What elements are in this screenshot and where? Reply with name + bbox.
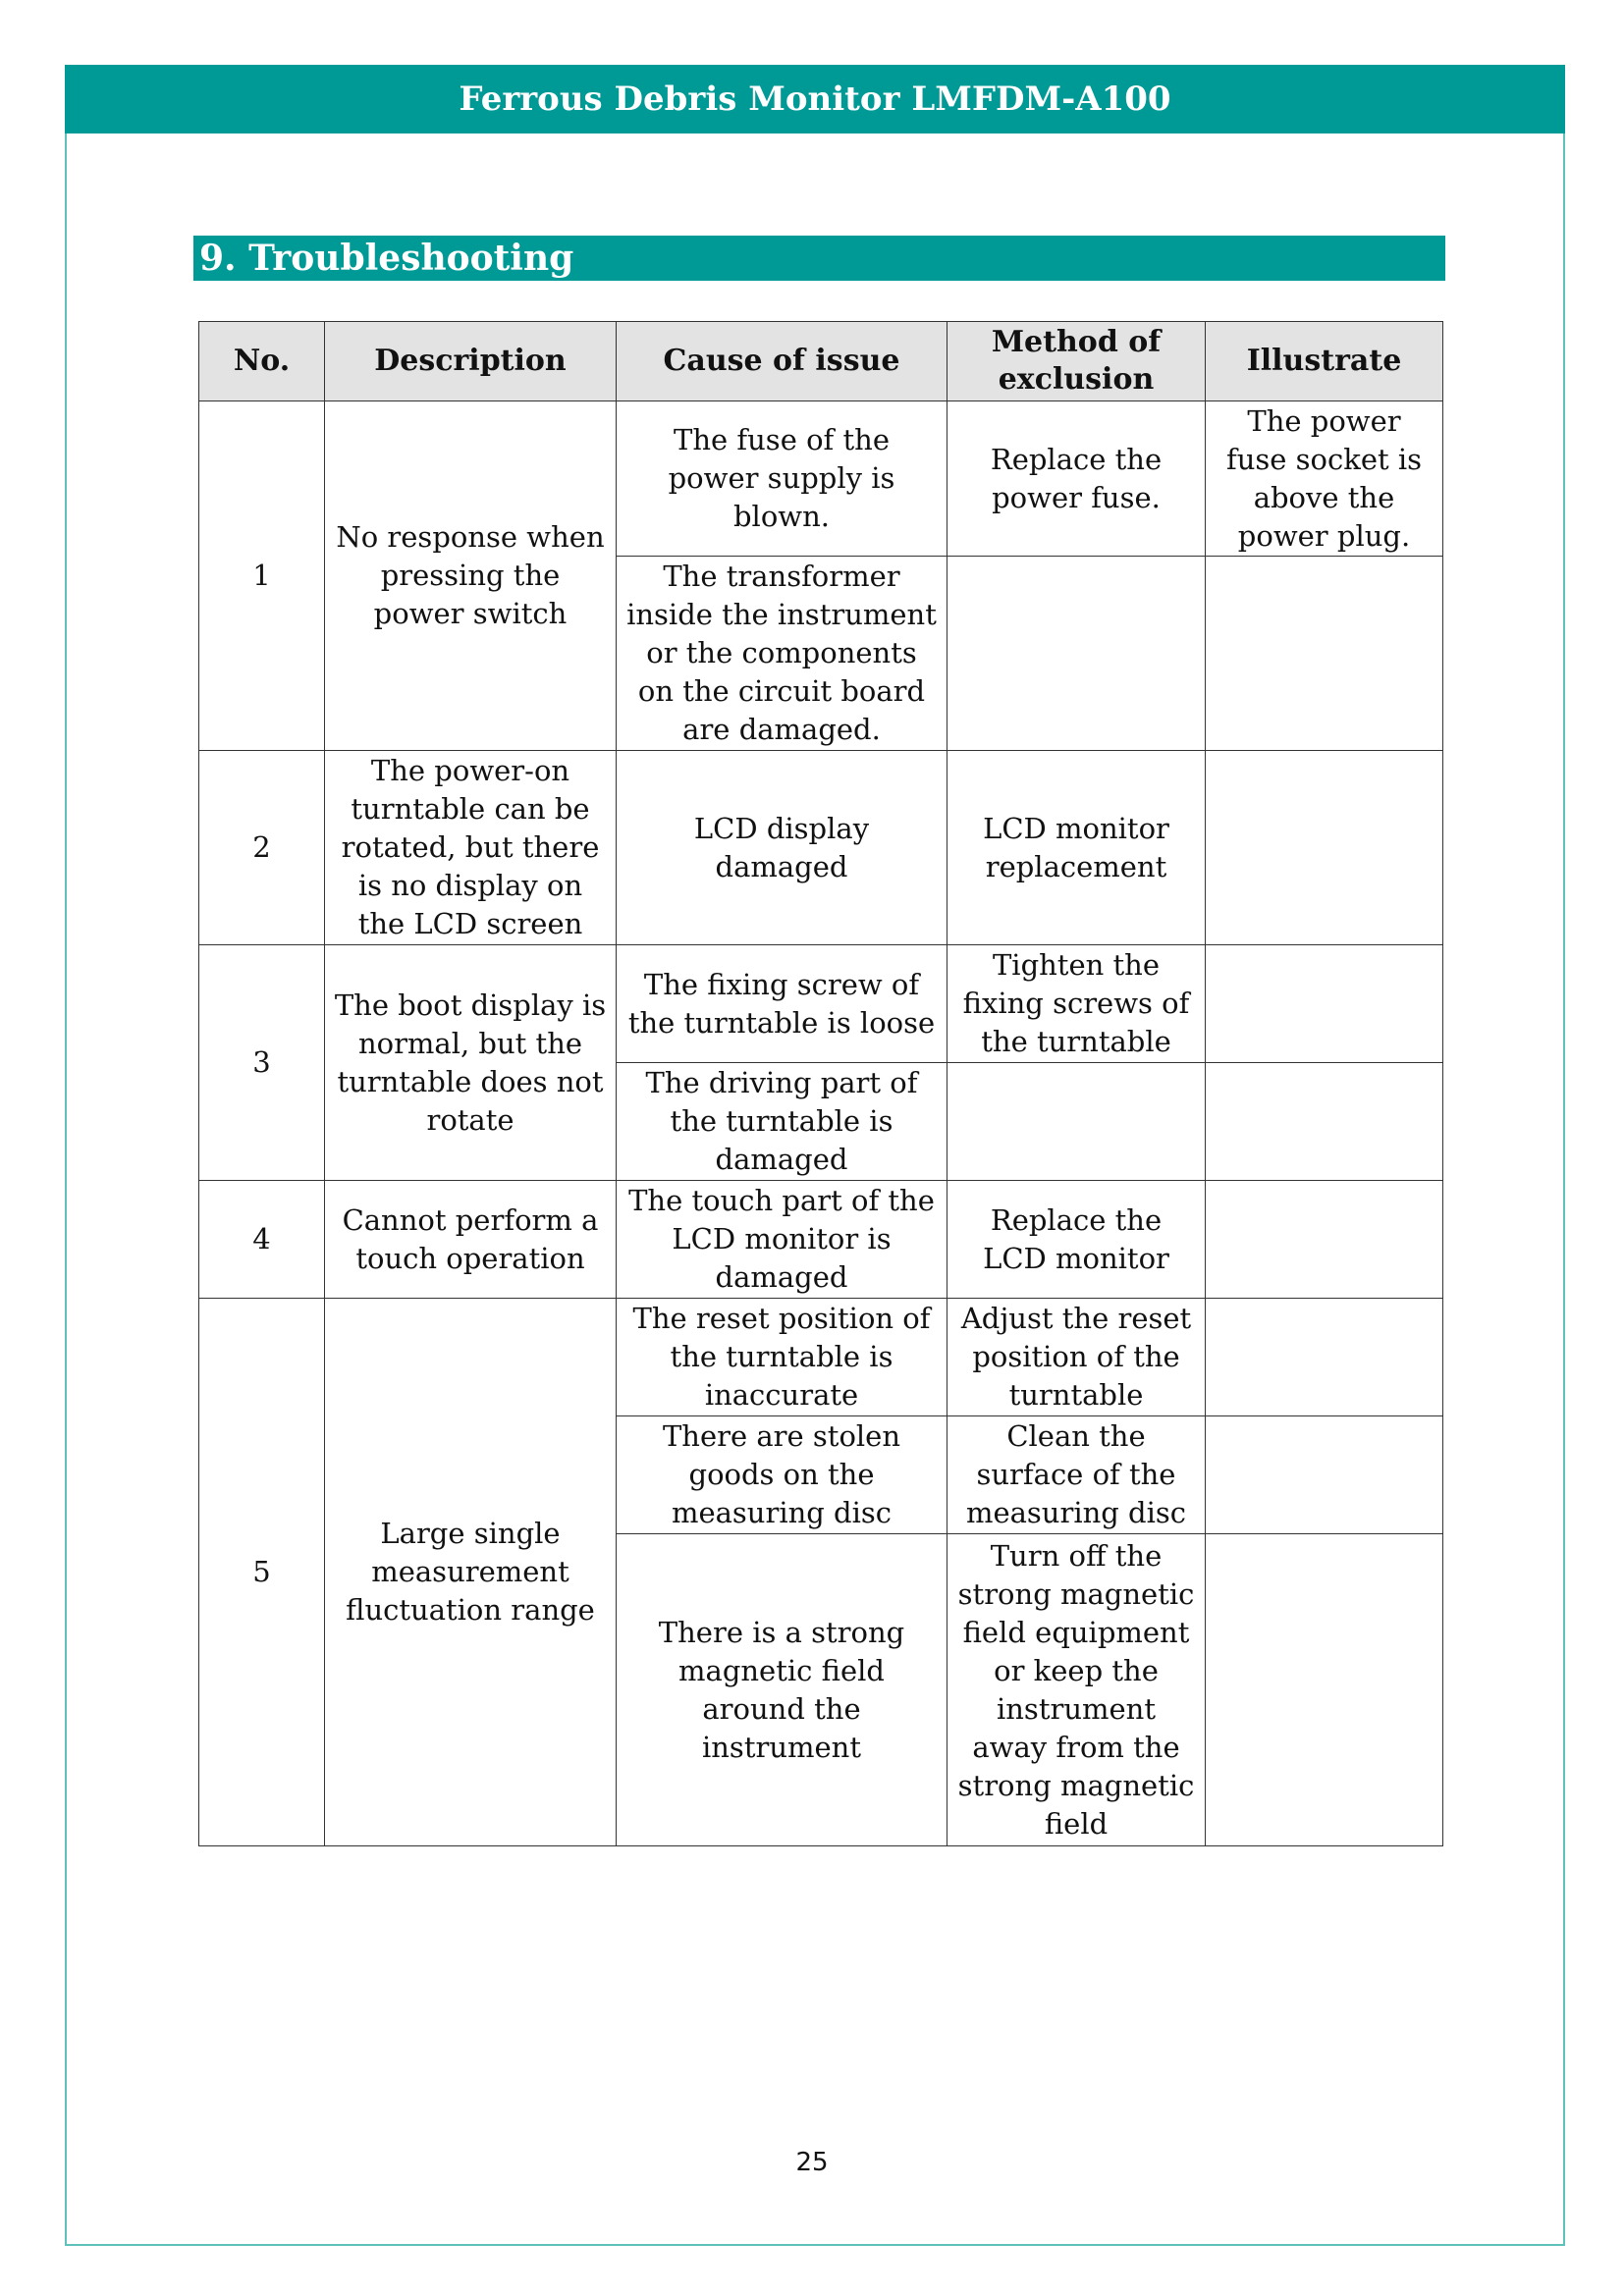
row-illustrate bbox=[1206, 1181, 1443, 1299]
row-method: Clean the surface of the measuring disc bbox=[947, 1416, 1206, 1534]
row-cause: The touch part of the LCD monitor is damaged bbox=[617, 1181, 947, 1299]
row-cause: LCD display damaged bbox=[617, 751, 947, 945]
header-method: Method of exclusion bbox=[947, 322, 1206, 401]
header-illustrate: Illustrate bbox=[1206, 322, 1443, 401]
row-illustrate bbox=[1206, 1063, 1443, 1181]
row-method: LCD monitor replacement bbox=[947, 751, 1206, 945]
row-number: 4 bbox=[199, 1181, 325, 1299]
row-description: Cannot perform a touch operation bbox=[325, 1181, 617, 1299]
row-illustrate bbox=[1206, 557, 1443, 751]
table-header-row bbox=[199, 322, 1443, 401]
row-method: Replace the power fuse. bbox=[947, 401, 1206, 557]
header-no: No. bbox=[199, 322, 325, 401]
row-description: No response when pressing the power switch bbox=[325, 401, 617, 751]
table-row bbox=[199, 1299, 1443, 1416]
header-description: Description bbox=[325, 322, 617, 401]
section-title: 9. Troubleshooting bbox=[193, 236, 1445, 281]
row-method bbox=[947, 557, 1206, 751]
row-cause: The fixing screw of the turntable is loose bbox=[617, 945, 947, 1063]
row-illustrate bbox=[1206, 945, 1443, 1063]
row-number: 3 bbox=[199, 945, 325, 1181]
row-illustrate bbox=[1206, 1299, 1443, 1416]
row-cause: The reset position of the turntable is inaccurate bbox=[617, 1299, 947, 1416]
row-number: 5 bbox=[199, 1299, 325, 1846]
row-method bbox=[947, 1063, 1206, 1181]
table-row bbox=[199, 751, 1443, 945]
row-cause: There is a strong magnetic field around the instrument bbox=[617, 1534, 947, 1846]
row-description: The power-on turntable can be rotated, but there is no display on the LCD screen bbox=[325, 751, 617, 945]
row-illustrate: The power fuse socket is above the power plug. bbox=[1206, 401, 1443, 557]
page-number: 25 bbox=[795, 2148, 829, 2177]
table-row bbox=[199, 401, 1443, 557]
row-illustrate bbox=[1206, 751, 1443, 945]
row-description: The boot display is normal, but the turntable does not rotate bbox=[325, 945, 617, 1181]
row-description: Large single measurement fluctuation range bbox=[325, 1299, 617, 1846]
table-row bbox=[199, 1181, 1443, 1299]
row-illustrate bbox=[1206, 1534, 1443, 1846]
row-cause: The driving part of the turntable is damaged bbox=[617, 1063, 947, 1181]
row-cause: The transformer inside the instrument or the components on the circuit board are damaged. bbox=[617, 557, 947, 751]
troubleshooting-table bbox=[198, 321, 1443, 1846]
row-cause: The fuse of the power supply is blown. bbox=[617, 401, 947, 557]
row-number: 1 bbox=[199, 401, 325, 751]
document-header: Ferrous Debris Monitor LMFDM-A100 bbox=[65, 65, 1565, 133]
row-method: Adjust the reset position of the turntable bbox=[947, 1299, 1206, 1416]
row-method: Replace the LCD monitor bbox=[947, 1181, 1206, 1299]
header-cause: Cause of issue bbox=[617, 322, 947, 401]
row-method: Tighten the fixing screws of the turntable bbox=[947, 945, 1206, 1063]
row-illustrate bbox=[1206, 1416, 1443, 1534]
row-cause: There are stolen goods on the measuring disc bbox=[617, 1416, 947, 1534]
row-number: 2 bbox=[199, 751, 325, 945]
table-row bbox=[199, 945, 1443, 1063]
row-method: Turn off the strong magnetic field equipment or keep the instrument away from the strong magnetic field bbox=[947, 1534, 1206, 1846]
